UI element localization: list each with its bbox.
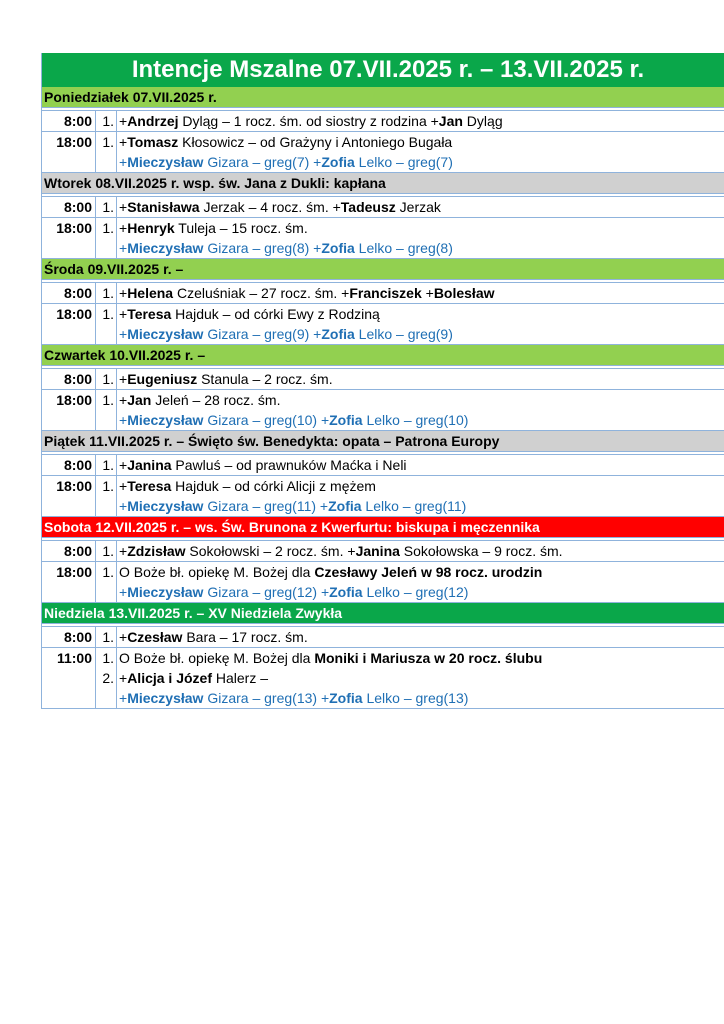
mass-time: 8:00	[42, 369, 96, 389]
intention-text: Lelko – greg(10)	[362, 412, 469, 428]
intention-text: Halerz –	[212, 670, 269, 686]
day-header: Sobota 12.VII.2025 r. – ws. Św. Brunona z Kwerfurtu: biskupa i męczennika	[42, 517, 724, 538]
intention-text: Lelko – greg(7)	[354, 154, 453, 170]
day-header: Piątek 11.VII.2025 r. – Święto św. Benedykta: opata – Patrona Europy	[42, 431, 724, 452]
intention-text: Gizara – greg(8) +	[203, 240, 322, 256]
intention-text: Hajduk – od córki Alicji z mężem	[171, 478, 376, 494]
name-text: Mieczysław	[127, 412, 204, 428]
name-text: Zofia	[321, 154, 355, 170]
intention-text: Czeluśniak – 27 rocz. śm. +	[173, 285, 350, 301]
intention-line	[119, 541, 724, 561]
intention-lines	[117, 111, 724, 131]
intention-text: Sokołowska – 9 rocz. śm.	[399, 543, 563, 559]
intention-line	[119, 390, 724, 410]
intention-lines	[117, 648, 724, 708]
mass-row	[42, 648, 724, 709]
mass-time: 8:00	[42, 197, 96, 217]
intention-text: Lelko – greg(13)	[362, 690, 469, 706]
intention-text: +	[119, 306, 128, 322]
name-text: Teresa	[127, 306, 172, 322]
days-list	[42, 87, 724, 709]
intention-text: +	[119, 584, 128, 600]
intention-text: +	[119, 392, 128, 408]
intention-line	[119, 132, 724, 152]
mass-row	[42, 476, 724, 517]
intention-text: Jerzak	[395, 199, 441, 215]
intention-lines	[117, 455, 724, 475]
day-header: Środa 09.VII.2025 r. –	[42, 259, 724, 280]
name-text: Henryk	[127, 220, 175, 236]
intention-text: +	[119, 412, 128, 428]
intention-line	[119, 111, 724, 131]
mass-row	[42, 627, 724, 648]
mass-time: 8:00	[42, 541, 96, 561]
intention-numbers	[96, 455, 117, 475]
intentions-sheet	[41, 53, 724, 709]
intention-lines	[117, 218, 724, 258]
mass-time: 8:00	[42, 111, 96, 131]
mass-time: 18:00	[42, 218, 96, 258]
intention-line	[119, 562, 724, 582]
intention-text: Dyląg – 1 rocz. śm. od siostry z rodzina +	[178, 113, 439, 129]
name-text: Eugeniusz	[127, 371, 198, 387]
intention-text: Gizara – greg(9) +	[203, 326, 322, 342]
intention-text: Tuleja – 15 rocz. śm.	[174, 220, 308, 236]
intention-number: 1.	[102, 134, 114, 150]
mass-row	[42, 541, 724, 562]
intention-number: 1.	[102, 457, 114, 473]
day-header: Wtorek 08.VII.2025 r. wsp. św. Jana z Dukli: kapłana	[42, 173, 724, 194]
intention-text: +	[119, 371, 128, 387]
name-text: Czesław	[127, 629, 183, 645]
mass-time: 11:00	[42, 648, 96, 708]
intention-line	[119, 324, 724, 344]
intention-number: 1.	[102, 199, 114, 215]
intention-lines	[117, 132, 724, 172]
intention-text: +	[119, 690, 128, 706]
intention-text: Gizara – greg(12) +	[203, 584, 330, 600]
intention-text: O Boże bł. opiekę M. Bożej dla	[119, 650, 315, 666]
page-title: Intencje Mszalne 07.VII.2025 r. – 13.VII.2025 r.	[42, 53, 724, 87]
intention-lines	[117, 627, 724, 647]
name-text: Czesławy Jeleń w 98 rocz. urodzin	[314, 564, 543, 580]
intention-number: 1.	[102, 564, 114, 580]
mass-row	[42, 390, 724, 431]
mass-row	[42, 304, 724, 345]
intention-line	[119, 582, 724, 602]
name-text: Mieczysław	[127, 240, 204, 256]
name-text: Stanisława	[127, 199, 200, 215]
intention-numbers	[96, 648, 117, 708]
name-text: Andrzej	[127, 113, 179, 129]
intention-text: Kłosowicz – od Grażyny i Antoniego Bugała	[178, 134, 453, 150]
intention-line	[119, 648, 724, 668]
intention-numbers	[96, 390, 117, 430]
name-text: Janina	[127, 457, 172, 473]
mass-row	[42, 455, 724, 476]
intention-number: 1.	[102, 392, 114, 408]
intention-text: +	[119, 113, 128, 129]
intention-numbers	[96, 218, 117, 258]
intention-text: O Boże bł. opiekę M. Bożej dla	[119, 564, 315, 580]
intention-numbers	[96, 132, 117, 172]
name-text: Zofia	[329, 584, 363, 600]
intention-line	[119, 688, 724, 708]
intention-number: 1.	[102, 371, 114, 387]
intention-line	[119, 238, 724, 258]
name-text: Zofia	[321, 240, 355, 256]
name-text: Zofia	[329, 412, 363, 428]
mass-row	[42, 197, 724, 218]
intention-line	[119, 304, 724, 324]
intention-lines	[117, 390, 724, 430]
intention-number: 1.	[102, 220, 114, 236]
name-text: Zdzisław	[127, 543, 186, 559]
intention-line	[119, 410, 724, 430]
intention-numbers	[96, 304, 117, 344]
name-text: Tomasz	[127, 134, 179, 150]
intention-numbers	[96, 476, 117, 516]
mass-time: 18:00	[42, 562, 96, 602]
day-header: Niedziela 13.VII.2025 r. – XV Niedziela Zwykła	[42, 603, 724, 624]
mass-time: 18:00	[42, 304, 96, 344]
intention-text: Gizara – greg(10) +	[203, 412, 330, 428]
name-text: Zofia	[328, 498, 362, 514]
intention-number: 2.	[102, 670, 114, 686]
mass-time: 18:00	[42, 132, 96, 172]
mass-row	[42, 283, 724, 304]
intention-text: +	[119, 670, 128, 686]
intention-text: Lelko – greg(8)	[354, 240, 453, 256]
intention-lines	[117, 541, 724, 561]
intention-text: Stanula – 2 rocz. śm.	[197, 371, 333, 387]
intention-text: Lelko – greg(9)	[354, 326, 453, 342]
name-text: Zofia	[321, 326, 355, 342]
name-text: Mieczysław	[127, 584, 204, 600]
intention-text: Sokołowski – 2 rocz. śm. +	[185, 543, 356, 559]
name-text: Janina	[355, 543, 400, 559]
intention-text: +	[119, 543, 128, 559]
intention-lines	[117, 562, 724, 602]
intention-text: +	[119, 629, 128, 645]
intention-lines	[117, 476, 724, 516]
intention-text: +	[119, 154, 128, 170]
mass-time: 8:00	[42, 283, 96, 303]
name-text: Franciszek	[349, 285, 422, 301]
mass-time: 8:00	[42, 455, 96, 475]
intention-text: +	[421, 285, 434, 301]
intention-numbers	[96, 283, 117, 303]
intention-line	[119, 283, 724, 303]
name-text: Mieczysław	[127, 326, 204, 342]
name-text: Mieczysław	[127, 690, 204, 706]
intention-line	[119, 476, 724, 496]
mass-time: 18:00	[42, 390, 96, 430]
name-text: Zofia	[329, 690, 363, 706]
name-text: Teresa	[127, 478, 172, 494]
intention-text: Jerzak – 4 rocz. śm. +	[199, 199, 341, 215]
mass-time: 8:00	[42, 627, 96, 647]
mass-row	[42, 218, 724, 259]
intention-text: Dyląg	[462, 113, 503, 129]
intention-text: +	[119, 240, 128, 256]
intention-line	[119, 627, 724, 647]
intention-numbers	[96, 369, 117, 389]
intention-lines	[117, 369, 724, 389]
intention-text: Hajduk – od córki Ewy z Rodziną	[171, 306, 380, 322]
mass-row	[42, 132, 724, 173]
name-text: Helena	[127, 285, 174, 301]
name-text: Bolesław	[433, 285, 495, 301]
mass-time: 18:00	[42, 476, 96, 516]
mass-row	[42, 562, 724, 603]
mass-row	[42, 111, 724, 132]
name-text: Moniki i Mariusza w 20 rocz. ślubu	[314, 650, 543, 666]
intention-line	[119, 197, 724, 217]
intention-line	[119, 369, 724, 389]
intention-text: +	[119, 498, 128, 514]
intention-text: +	[119, 326, 128, 342]
intention-number: 1.	[102, 285, 114, 301]
intention-number: 1.	[102, 306, 114, 322]
intention-text: +	[119, 457, 128, 473]
intention-number: 1.	[102, 113, 114, 129]
name-text: Jan	[438, 113, 463, 129]
intention-line	[119, 668, 724, 688]
intention-numbers	[96, 627, 117, 647]
day-header: Czwartek 10.VII.2025 r. –	[42, 345, 724, 366]
intention-text: Gizara – greg(7) +	[203, 154, 322, 170]
intention-text: Lelko – greg(11)	[361, 498, 467, 514]
intention-line	[119, 455, 724, 475]
intention-lines	[117, 197, 724, 217]
intention-lines	[117, 304, 724, 344]
intention-number: 1.	[102, 629, 114, 645]
intention-text: Gizara – greg(11) +	[203, 498, 329, 514]
intention-number: 1.	[102, 650, 114, 666]
intention-numbers	[96, 197, 117, 217]
mass-row	[42, 369, 724, 390]
name-text: Mieczysław	[127, 154, 204, 170]
intention-number: 1.	[102, 543, 114, 559]
intention-text: Bara – 17 rocz. śm.	[182, 629, 308, 645]
intention-text: Pawluś – od prawnuków Maćka i Neli	[171, 457, 407, 473]
name-text: Jan	[127, 392, 152, 408]
intention-line	[119, 152, 724, 172]
intention-text: Lelko – greg(12)	[362, 584, 469, 600]
intention-line	[119, 496, 724, 516]
intention-numbers	[96, 562, 117, 602]
intention-text: +	[119, 285, 128, 301]
intention-text: +	[119, 134, 128, 150]
day-header: Poniedziałek 07.VII.2025 r.	[42, 87, 724, 108]
intention-lines	[117, 283, 724, 303]
intention-text: +	[119, 478, 128, 494]
name-text: Alicja i Józef	[127, 670, 212, 686]
name-text: Tadeusz	[340, 199, 396, 215]
intention-numbers	[96, 111, 117, 131]
intention-text: Jeleń – 28 rocz. śm.	[151, 392, 281, 408]
intention-text: +	[119, 220, 128, 236]
intention-text: Gizara – greg(13) +	[203, 690, 330, 706]
intention-text: +	[119, 199, 128, 215]
intention-numbers	[96, 541, 117, 561]
name-text: Mieczysław	[127, 498, 204, 514]
intention-line	[119, 218, 724, 238]
intention-number: 1.	[102, 478, 114, 494]
